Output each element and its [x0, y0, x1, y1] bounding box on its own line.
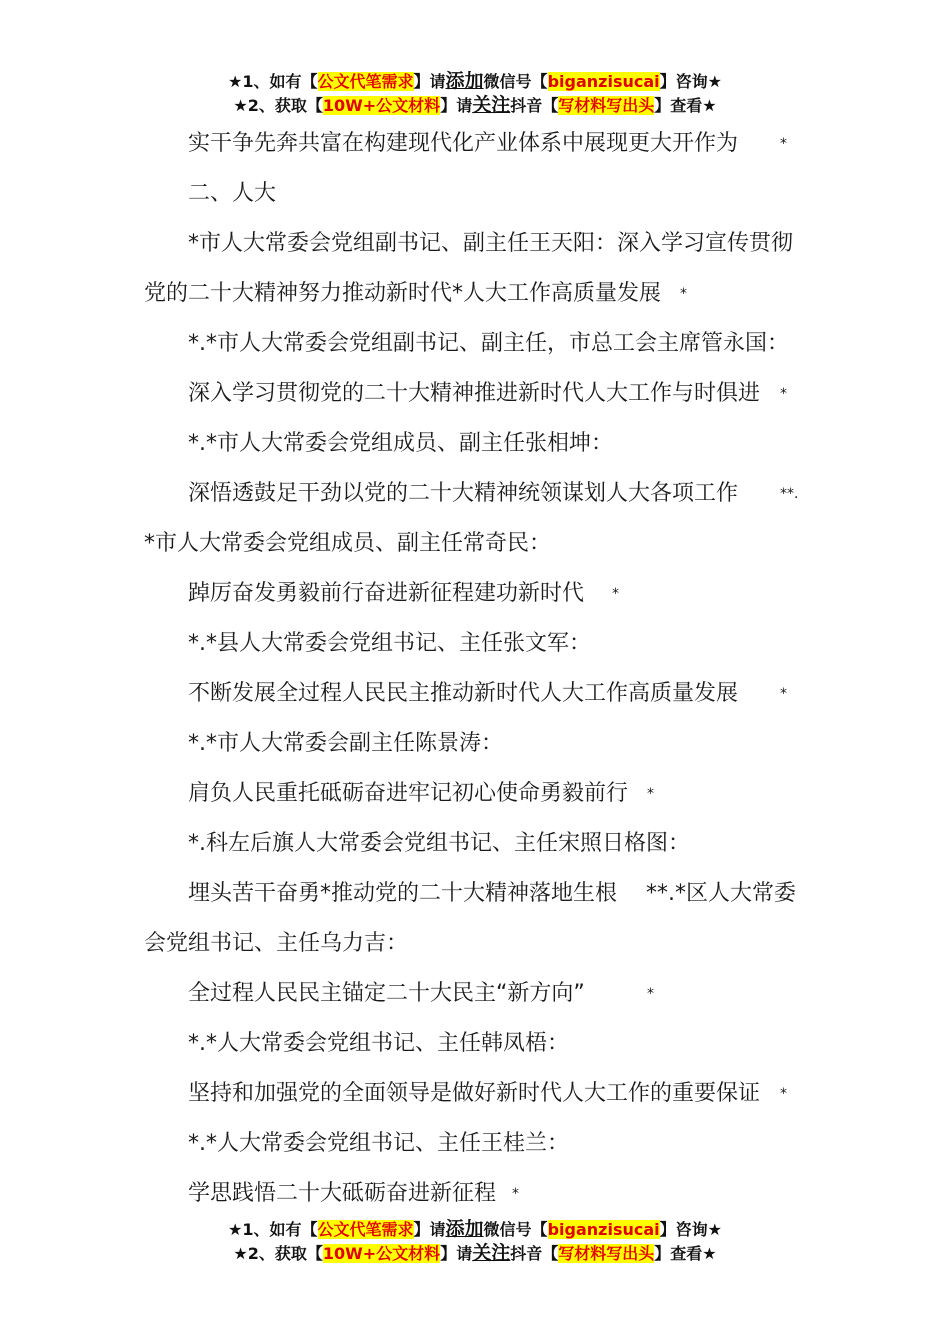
trail-mark: **.	[780, 486, 799, 502]
wechat-id: biganzisucai	[547, 1220, 660, 1239]
body-line: *市人大常委会党组成员、副主任常奇民：	[144, 531, 552, 556]
body-line: 埋头苦干奋勇*推动党的二十大精神落地生根	[188, 881, 618, 906]
body-line: *.*市人大常委会党组副书记、副主任，市总工会主席管永国：	[188, 331, 789, 356]
body-line: 学思践悟二十大砥砺奋进新征程	[188, 1181, 497, 1206]
body-line: *.*人大常委会党组书记、主任韩凤梧：	[188, 1031, 569, 1056]
wechat-id: biganzisucai	[547, 72, 660, 91]
body-line: *市人大常委会党组副书记、副主任王天阳：深入学习宣传贯彻	[188, 231, 794, 256]
trail-mark: *	[612, 586, 619, 602]
body-line: 不断发展全过程人民民主推动新时代人大工作高质量发展	[188, 681, 739, 706]
trail-mark: *	[780, 136, 787, 152]
footer-ad-line-1: ★1、如有【公文代笔需求】请添加微信号【biganzisucai】咨询★	[228, 1218, 722, 1240]
trail-mark: *	[780, 386, 787, 402]
body-line: 深入学习贯彻党的二十大精神推进新时代人大工作与时俱进	[188, 381, 761, 406]
highlight-service: 公文代笔需求	[317, 72, 414, 91]
highlight-materials: 10W+公文材料	[322, 96, 441, 115]
trail-mark: *	[780, 1086, 787, 1102]
trail-mark: *	[512, 1186, 519, 1202]
body-line: 坚持和加强党的全面领导是做好新时代人大工作的重要保证	[188, 1081, 761, 1106]
footer-ad-line-2: ★2、获取【10W+公文材料】请关注抖音【写材料写出头】查看★	[233, 1242, 717, 1264]
highlight-materials: 10W+公文材料	[322, 1244, 441, 1263]
douyin-account: 写材料写出头	[558, 1244, 655, 1263]
body-line: *.科左后旗人大常委会党组书记、主任宋照日格图：	[188, 831, 690, 856]
body-line: 实干争先奔共富在构建现代化产业体系中展现更大开作为	[188, 131, 739, 156]
body-line: *.*县人大常委会党组书记、主任张文军：	[188, 631, 591, 656]
trail-mark: **.*区人大常委	[646, 881, 796, 906]
trail-mark: *	[680, 286, 687, 302]
body-line: *.*市人大常委会党组成员、副主任张相坤：	[188, 431, 613, 456]
trail-mark: *	[780, 686, 787, 702]
body-line: 全过程人民民主锚定二十大民主“新方向”	[188, 981, 585, 1006]
section-heading: 二、人大	[188, 181, 277, 206]
header-ad-line-1: ★1、如有【公文代笔需求】请添加微信号【biganzisucai】咨询★	[228, 70, 722, 92]
trail-mark: *	[647, 986, 654, 1002]
trail-mark: *	[647, 786, 654, 802]
body-line: 会党组书记、主任乌力吉：	[144, 931, 409, 956]
body-line: *.*市人大常委会副主任陈景涛：	[188, 731, 503, 756]
douyin-account: 写材料写出头	[558, 96, 655, 115]
body-line: 踔厉奋发勇毅前行奋进新征程建功新时代	[188, 581, 585, 606]
header-ad-line-2: ★2、获取【10W+公文材料】请关注抖音【写材料写出头】查看★	[233, 94, 717, 116]
body-line: 肩负人民重托砥砺奋进牢记初心使命勇毅前行	[188, 781, 629, 806]
body-line: 深悟透鼓足干劲以党的二十大精神统领谋划人大各项工作	[188, 481, 739, 506]
highlight-service: 公文代笔需求	[317, 1220, 414, 1239]
body-line: 党的二十大精神努力推动新时代*人大工作高质量发展	[144, 281, 662, 306]
body-line: *.*人大常委会党组书记、主任王桂兰：	[188, 1131, 569, 1156]
